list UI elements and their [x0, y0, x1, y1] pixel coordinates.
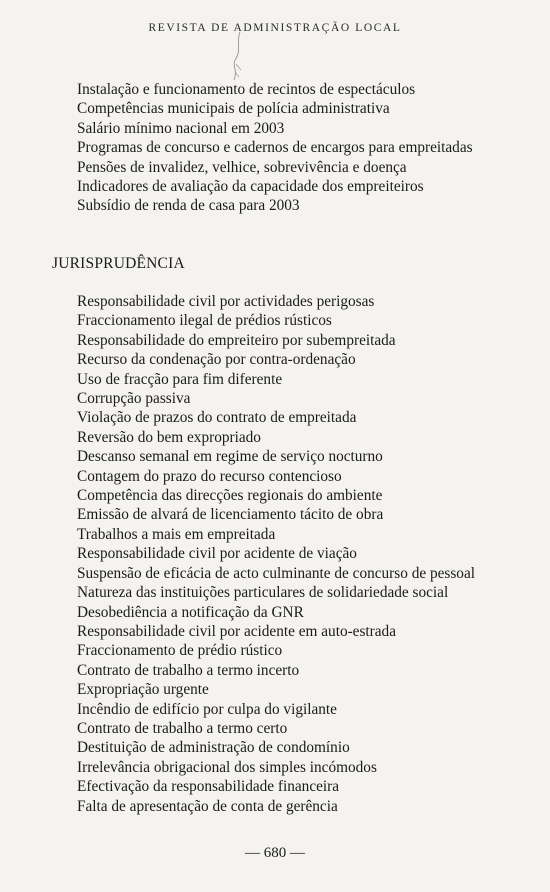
list-item: Pensões de invalidez, velhice, sobrevivência e doença: [77, 158, 407, 176]
list-item: Desobediência a notificação da GNR: [77, 603, 304, 621]
list-item: Contagem do prazo do recurso contencioso: [77, 467, 342, 485]
list-item: Responsabilidade civil por acidente de viação: [77, 545, 357, 563]
running-head: REVISTA DE ADMINISTRAÇÃO LOCAL: [148, 22, 402, 34]
list-item: Instalação e funcionamento de recintos de espectáculos: [77, 81, 416, 98]
list-item: Suspensão de eficácia de acto culminante de concurso de pessoal: [77, 564, 475, 582]
list-item: Uso de fracção para fim diferente: [77, 370, 283, 388]
list-item: Responsabilidade civil por acidente em auto-estrada: [77, 622, 396, 640]
list-item: Fraccionamento de prédio rústico: [77, 642, 283, 660]
list-item: Competência das direcções regionais do ambiente: [77, 487, 383, 505]
list-item: Destituição de administração de condomínio: [77, 739, 350, 757]
list-item: Salário mínimo nacional em 2003: [77, 119, 285, 137]
list-item: Subsídio de renda de casa para 2003: [77, 197, 300, 215]
list-item: Contrato de trabalho a termo certo: [77, 719, 288, 737]
list-item: Indicadores de avaliação da capacidade dos empreiteiros: [77, 178, 424, 196]
list-item: Descanso semanal em regime de serviço nocturno: [77, 448, 383, 466]
list-item: Incêndio de edifício por culpa do vigilante: [77, 700, 337, 718]
list-item: Responsabilidade do empreiteiro por subempreitada: [77, 331, 396, 349]
page-number: — 680 —: [245, 845, 305, 861]
legislation-list: [77, 80, 473, 216]
list-item: Fraccionamento ilegal de prédios rústicos: [77, 312, 332, 330]
list-item: Trabalhos a mais em empreitada: [77, 525, 276, 543]
list-item: Contrato de trabalho a termo incerto: [77, 661, 300, 679]
list-item: Violação de prazos do contrato de empreitada: [77, 409, 357, 427]
jurisprudence-list: [77, 292, 475, 816]
list-item: Recurso da condenação por contra-ordenação: [77, 351, 356, 369]
list-item: Efectivação da responsabilidade financeira: [77, 778, 340, 796]
list-item: Corrupção passiva: [77, 390, 191, 408]
list-item: Falta de apresentação de conta de gerência: [77, 797, 338, 815]
section-heading-jurisprudence: JURISPRUDÊNCIA: [52, 255, 185, 272]
pencil-mark-icon: [226, 30, 250, 86]
list-item: Responsabilidade civil por actividades perigosas: [77, 293, 375, 310]
list-item: Expropriação urgente: [77, 681, 209, 699]
list-item: Natureza das instituições particulares de solidariedade social: [77, 584, 449, 602]
list-item: Programas de concurso e cadernos de encargos para empreitadas: [77, 139, 473, 157]
list-item: Irrelevância obrigacional dos simples incómodos: [77, 758, 377, 776]
list-item: Reversão do bem expropriado: [77, 428, 261, 446]
list-item: Competências municipais de polícia administrativa: [77, 100, 390, 118]
list-item: Emissão de alvará de licenciamento tácito de obra: [77, 506, 384, 524]
